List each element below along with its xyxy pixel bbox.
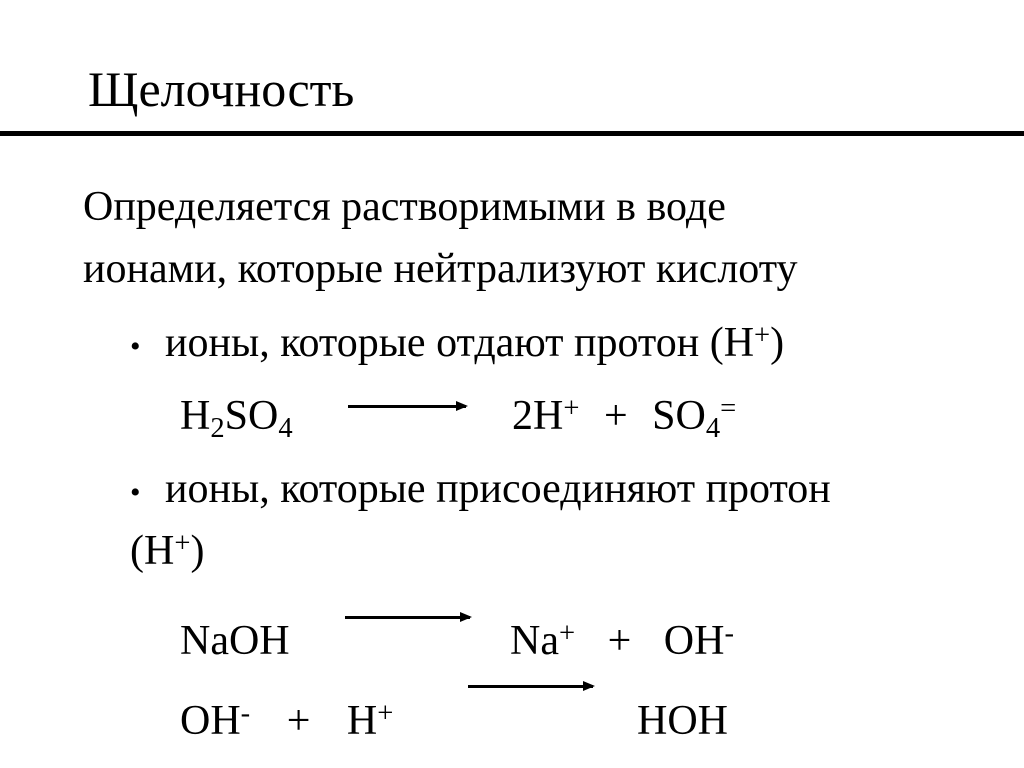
reaction-arrow-1	[348, 405, 466, 408]
eq3-plus: +	[286, 698, 311, 744]
eq2-product-na-charge: +	[558, 618, 576, 650]
eq3-reactant-oh: OH	[180, 698, 241, 744]
bullet-item-2	[130, 468, 831, 510]
reaction-arrow-3	[468, 685, 593, 688]
bullet-1-text: ионы, которые отдают протон (H	[165, 320, 755, 366]
eq1-h-sub: 2	[210, 412, 225, 444]
bullet-2-charge: +	[174, 528, 191, 560]
eq1-plus: +	[603, 393, 628, 439]
eq1-product-so-charge: =	[720, 393, 737, 425]
bullet-2-close: )	[190, 528, 205, 574]
eq3-product: HOH	[637, 698, 728, 744]
eq2-product-na: Na	[510, 618, 559, 664]
eq1-so-sub: 4	[278, 412, 293, 444]
eq2-product-oh: OH	[663, 618, 725, 664]
eq1-product-h: 2H	[512, 393, 564, 439]
intro-line-2: ионами, которые нейтрализуют кислоту	[83, 246, 798, 292]
bullet-1-close: )	[770, 320, 785, 366]
eq1-so: SO	[224, 393, 279, 439]
bullet-dot: •	[130, 330, 141, 363]
bullet-dot: •	[130, 476, 141, 509]
bullet-2-text: ионы, которые присоединяют протон	[165, 466, 831, 512]
intro-line-1: Определяется растворимыми в воде	[83, 184, 726, 230]
eq2-product-oh-charge: -	[724, 618, 734, 650]
eq1-reactant	[180, 393, 293, 444]
eq3-reactant-h: H	[346, 698, 378, 744]
eq2-products	[510, 620, 734, 662]
eq2-reactant: NaOH	[180, 618, 290, 664]
eq1-h: H	[180, 393, 211, 439]
title-divider	[0, 131, 1024, 136]
slide-title: Щелочность	[88, 61, 355, 117]
bullet-item-2-cont	[130, 530, 204, 572]
eq1-product-so-sub: 4	[705, 412, 721, 444]
bullet-1-charge: +	[754, 320, 771, 352]
reaction-arrow-2	[345, 616, 470, 619]
bullet-item-1	[130, 322, 784, 364]
eq1-product-so: SO	[652, 393, 706, 439]
eq3-reactant-h-charge: +	[377, 698, 394, 730]
eq3-reactant-oh-charge: -	[240, 698, 251, 730]
eq1-products	[512, 393, 737, 444]
eq2-plus: +	[607, 618, 632, 664]
eq1-product-h-charge: +	[563, 393, 580, 425]
bullet-2-paren: (H	[130, 528, 175, 574]
eq3-reactants	[180, 700, 393, 742]
